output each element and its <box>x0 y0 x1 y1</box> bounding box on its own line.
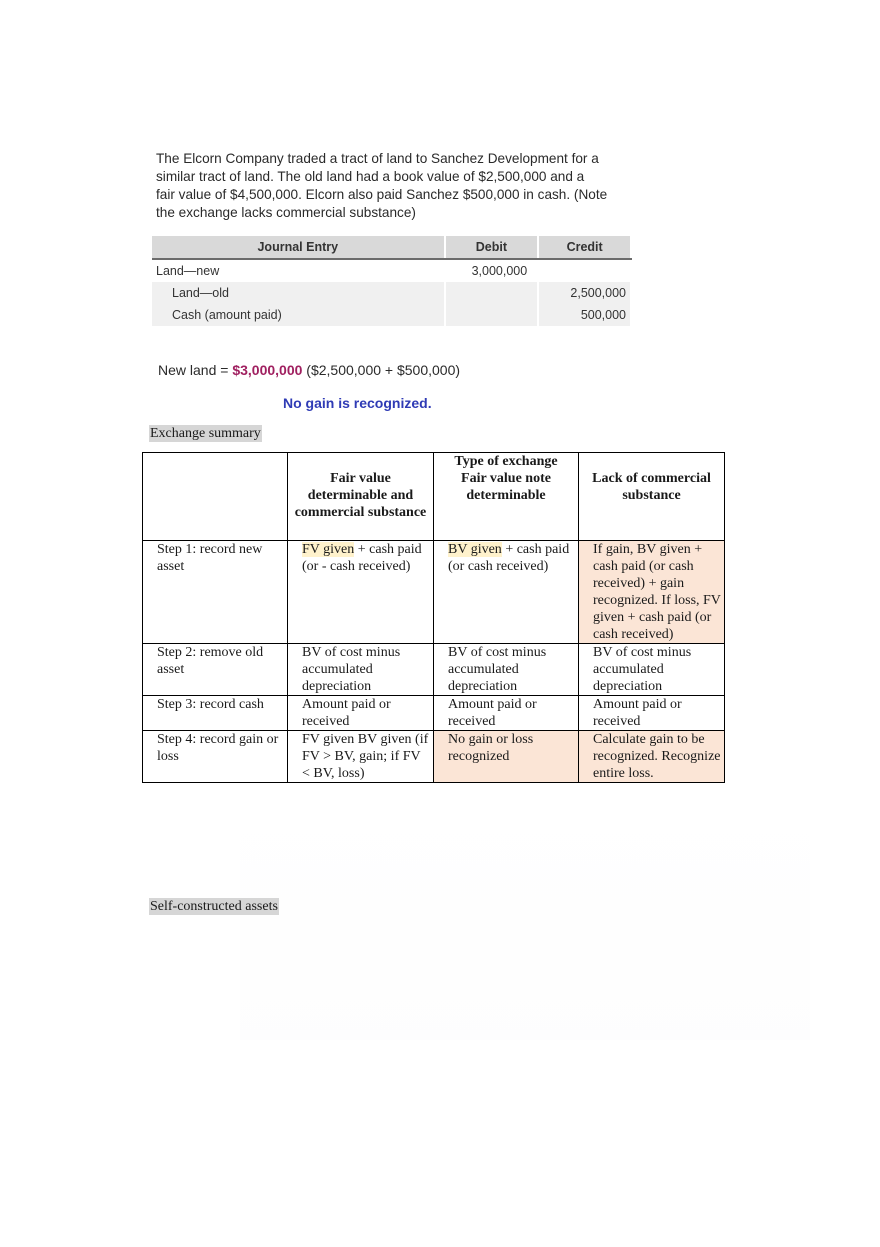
step-cell: Step 4: record gain or loss <box>143 731 288 783</box>
cell-text: + cash paid (or - cash received) <box>302 542 422 574</box>
account-cell: Cash (amount paid) <box>152 304 445 326</box>
fv-commercial-cell <box>288 541 434 644</box>
fv-commercial-cell: FV given BV given (if FV > BV, gain; if FV < BV, loss) <box>288 731 434 783</box>
header-fair-value-commercial: Fair value determinable and commercial substance <box>288 470 434 541</box>
step-cell: Step 3: record cash <box>143 696 288 731</box>
lack-commercial-cell: Calculate gain to be recognized. Recognize entire loss. <box>579 731 725 783</box>
new-land-amount: $3,000,000 <box>232 362 303 378</box>
empty-cell <box>579 453 725 471</box>
new-land-prefix: New land = <box>158 362 233 378</box>
summary-row-step-4 <box>143 731 725 783</box>
new-land-equation <box>158 362 460 378</box>
summary-row-step-3 <box>143 696 725 731</box>
summary-row-step-1 <box>143 541 725 644</box>
summary-row-step-2 <box>143 644 725 696</box>
credit-cell: 500,000 <box>538 304 631 326</box>
cell-text: + cash paid (or cash received) <box>448 542 570 574</box>
credit-cell: 2,500,000 <box>538 282 631 304</box>
highlight-bv-given: BV given <box>448 542 502 557</box>
journal-entry-row <box>152 282 631 304</box>
new-land-suffix: ($2,500,000 + $500,000) <box>302 362 461 378</box>
problem-statement <box>156 150 636 222</box>
exchange-summary-table <box>142 452 725 783</box>
empty-cell <box>288 453 434 471</box>
no-gain-note: No gain is recognized. <box>283 395 432 411</box>
lack-commercial-cell: Amount paid or received <box>579 696 725 731</box>
summary-type-row <box>143 453 725 471</box>
lack-commercial-cell: BV of cost minus accumulated depreciation <box>579 644 725 696</box>
step-cell: Step 1: record new asset <box>143 541 288 644</box>
debit-cell <box>445 282 539 304</box>
empty-cell <box>143 453 288 471</box>
header-fair-value-not-determinable: Fair value note determinable <box>434 470 579 541</box>
fv-not-determinable-cell: BV of cost minus accumulated depreciation <box>434 644 579 696</box>
problem-line: The Elcorn Company traded a tract of land to Sanchez Development for a <box>156 151 599 166</box>
header-credit: Credit <box>538 236 631 259</box>
journal-entry-table <box>152 236 632 326</box>
journal-entry-row <box>152 259 631 282</box>
account-cell: Land—new <box>152 259 445 282</box>
fv-not-determinable-cell <box>434 541 579 644</box>
lack-commercial-cell: If gain, BV given + cash paid (or cash received) + gain recognized. If loss, FV given + cash paid (or cash received) <box>579 541 725 644</box>
header-debit: Debit <box>445 236 539 259</box>
self-constructed-heading: Self-constructed assets <box>150 899 278 914</box>
header-journal-entry: Journal Entry <box>152 236 445 259</box>
debit-cell <box>445 304 539 326</box>
blank-image-area <box>240 800 810 1040</box>
journal-entry-header-row <box>152 236 631 259</box>
debit-cell: 3,000,000 <box>445 259 539 282</box>
header-lack-commercial-substance: Lack of commercial substance <box>579 470 725 541</box>
fv-not-determinable-cell: No gain or loss recognized <box>434 731 579 783</box>
type-of-exchange-header: Type of exchange <box>434 453 579 471</box>
step-cell: Step 2: remove old asset <box>143 644 288 696</box>
credit-cell <box>538 259 631 282</box>
problem-line: the exchange lacks commercial substance) <box>156 205 416 220</box>
problem-line: similar tract of land. The old land had a book value of $2,500,000 and a <box>156 169 585 184</box>
fv-commercial-cell: BV of cost minus accumulated depreciation <box>288 644 434 696</box>
problem-line: fair value of $4,500,000. Elcorn also paid Sanchez $500,000 in cash. (Note <box>156 187 608 202</box>
journal-entry-row <box>152 304 631 326</box>
fv-commercial-cell: Amount paid or received <box>288 696 434 731</box>
account-cell: Land—old <box>152 282 445 304</box>
empty-cell <box>143 470 288 541</box>
highlight-fv-given: FV given <box>302 542 355 557</box>
fv-not-determinable-cell: Amount paid or received <box>434 696 579 731</box>
summary-header-row <box>143 470 725 541</box>
exchange-summary-heading: Exchange summary <box>150 426 261 441</box>
